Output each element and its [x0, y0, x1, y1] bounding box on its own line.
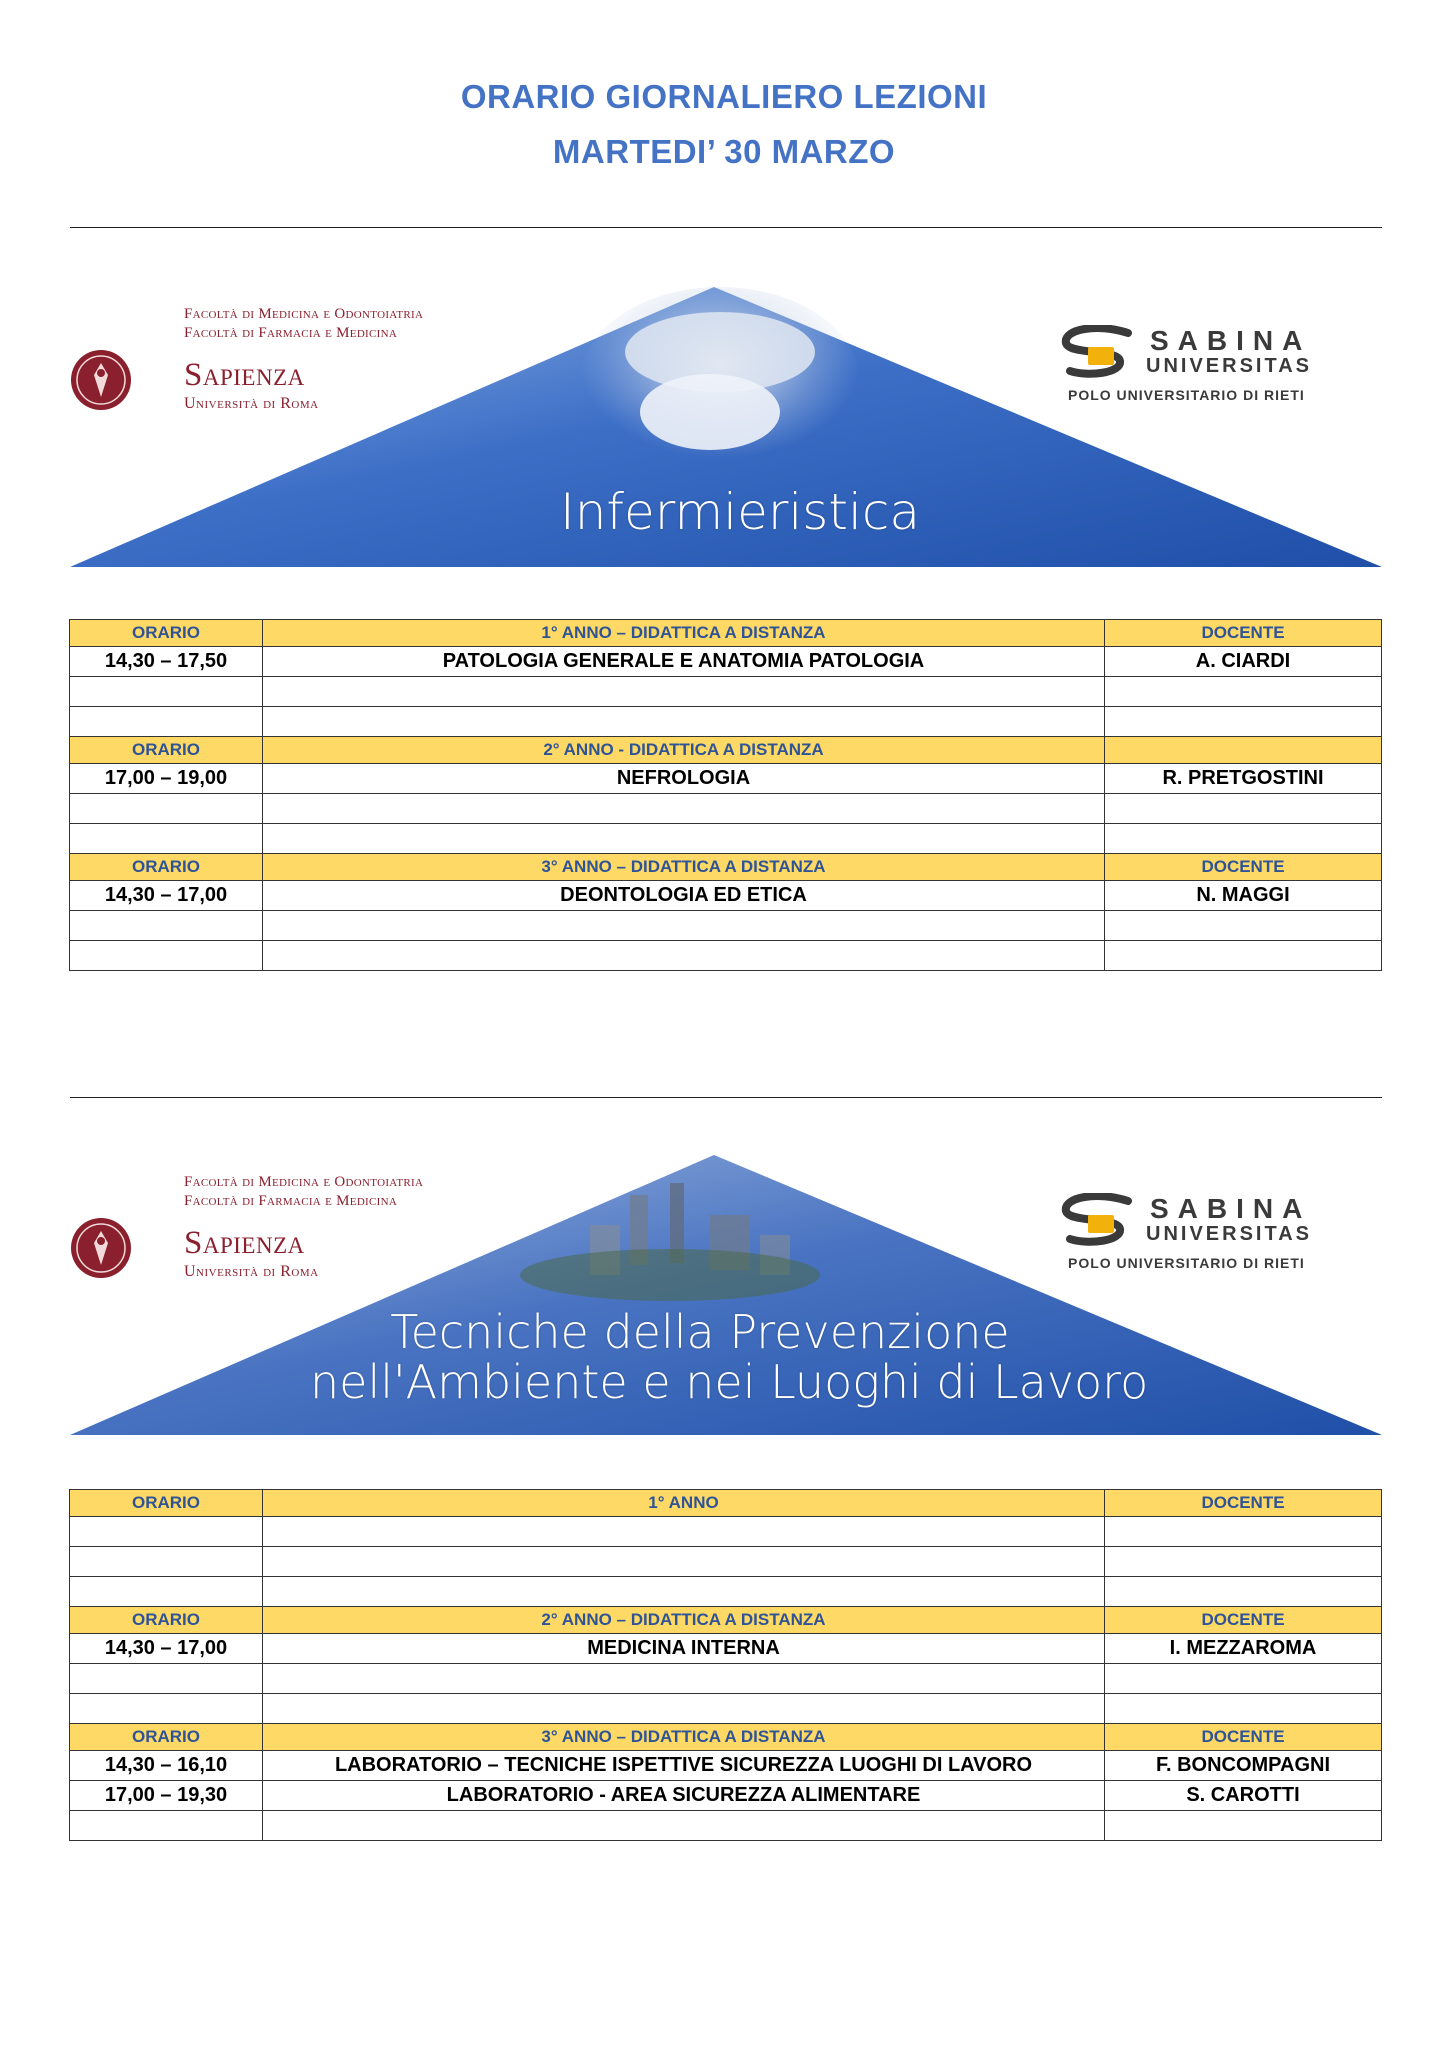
- faculty-line2-2: Facoltà di Farmacia e Medicina: [184, 1193, 398, 1209]
- subject-cell: LABORATORIO – TECNICHE ISPETTIVE SICUREZZA LUOGHI DI LAVORO: [263, 1751, 1105, 1781]
- subject-cell: [263, 677, 1105, 707]
- time-cell: [70, 1547, 263, 1577]
- faculty-line2: Facoltà di Farmacia e Medicina: [184, 325, 398, 341]
- teacher-cell: N. MAGGI: [1105, 881, 1382, 911]
- header-time-cell: ORARIO: [70, 854, 263, 881]
- subject-cell: [263, 1517, 1105, 1547]
- header-time-cell: ORARIO: [70, 620, 263, 647]
- table-header-row: [70, 1607, 1382, 1634]
- time-cell: [70, 677, 263, 707]
- time-cell: [70, 1577, 263, 1607]
- banner-infermieristica: [70, 287, 1382, 567]
- schedule-table-tecniche: [69, 1489, 1382, 1841]
- subject-cell: [263, 707, 1105, 737]
- sabina-polo: POLO UNIVERSITARIO DI RIETI: [1068, 387, 1305, 403]
- header-subject-cell: 3° ANNO – DIDATTICA A DISTANZA: [263, 1724, 1105, 1751]
- subject-cell: [263, 1811, 1105, 1841]
- page-title-line1: ORARIO GIORNALIERO LEZIONI: [460, 78, 988, 115]
- header-time-cell: ORARIO: [70, 1724, 263, 1751]
- table-row: [70, 1664, 1382, 1694]
- time-cell: [70, 824, 263, 854]
- sabina-polo-2: POLO UNIVERSITARIO DI RIETI: [1068, 1255, 1305, 1271]
- teacher-cell: I. MEZZAROMA: [1105, 1634, 1382, 1664]
- subject-cell: PATOLOGIA GENERALE E ANATOMIA PATOLOGIA: [263, 647, 1105, 677]
- time-cell: 14,30 – 17,00: [70, 881, 263, 911]
- table-row: [70, 1781, 1382, 1811]
- table-row: [70, 764, 1382, 794]
- teacher-cell: F. BONCOMPAGNI: [1105, 1751, 1382, 1781]
- table-row: [70, 1634, 1382, 1664]
- subject-cell: MEDICINA INTERNA: [263, 1634, 1105, 1664]
- subject-cell: NEFROLOGIA: [263, 764, 1105, 794]
- teacher-cell: R. PRETGOSTINI: [1105, 764, 1382, 794]
- table-header-row: [70, 1724, 1382, 1751]
- teacher-cell: [1105, 1577, 1382, 1607]
- subject-cell: [263, 1694, 1105, 1724]
- teacher-cell: [1105, 1664, 1382, 1694]
- subject-cell: [263, 911, 1105, 941]
- teacher-cell: [1105, 677, 1382, 707]
- header-teacher-cell: DOCENTE: [1105, 1724, 1382, 1751]
- table-row: [70, 707, 1382, 737]
- teacher-cell: [1105, 1547, 1382, 1577]
- teacher-cell: [1105, 1517, 1382, 1547]
- banner-tecniche-prevenzione: [70, 1155, 1382, 1435]
- sapienza-name: Sapienza: [184, 357, 305, 393]
- time-cell: [70, 911, 263, 941]
- subject-cell: [263, 1664, 1105, 1694]
- teacher-cell: [1105, 824, 1382, 854]
- header-subject-cell: 2° ANNO - DIDATTICA A DISTANZA: [263, 737, 1105, 764]
- time-cell: [70, 1517, 263, 1547]
- time-cell: 14,30 – 16,10: [70, 1751, 263, 1781]
- subject-cell: [263, 1547, 1105, 1577]
- table-row: [70, 677, 1382, 707]
- header-teacher-cell: [1105, 737, 1382, 764]
- table-header-row: [70, 1490, 1382, 1517]
- subject-cell: [263, 794, 1105, 824]
- header-teacher-cell: DOCENTE: [1105, 1490, 1382, 1517]
- divider-top: [70, 227, 1382, 228]
- teacher-cell: S. CAROTTI: [1105, 1781, 1382, 1811]
- page-title-line2: MARTEDI’ 30 MARZO: [552, 133, 896, 170]
- header-time-cell: ORARIO: [70, 1490, 263, 1517]
- sapienza-seal-icon-2: [70, 1217, 132, 1279]
- banner-title-tecniche-line1: Tecniche della Prevenzione: [390, 1305, 1010, 1359]
- sabina-universitas: UNIVERSITAS: [1146, 355, 1312, 377]
- table-row: [70, 647, 1382, 677]
- header-teacher-cell: DOCENTE: [1105, 854, 1382, 881]
- table-header-row: [70, 737, 1382, 764]
- sabina-logo: [1058, 325, 1358, 405]
- time-cell: [70, 1694, 263, 1724]
- table-row: [70, 1751, 1382, 1781]
- teacher-cell: [1105, 911, 1382, 941]
- header-subject-cell: 1° ANNO – DIDATTICA A DISTANZA: [263, 620, 1105, 647]
- table-row: [70, 794, 1382, 824]
- time-cell: [70, 941, 263, 971]
- table-header-row: [70, 854, 1382, 881]
- header-time-cell: ORARIO: [70, 1607, 263, 1634]
- table-row: [70, 881, 1382, 911]
- table-row: [70, 1517, 1382, 1547]
- banner-title-infermieristica: Infermieristica: [560, 483, 920, 541]
- header-time-cell: ORARIO: [70, 737, 263, 764]
- time-cell: 17,00 – 19,30: [70, 1781, 263, 1811]
- table-row: [70, 1547, 1382, 1577]
- divider-middle: [70, 1097, 1382, 1098]
- time-cell: 14,30 – 17,50: [70, 647, 263, 677]
- header-subject-cell: 1° ANNO: [263, 1490, 1105, 1517]
- sabina-s-icon-2: [1058, 1193, 1148, 1249]
- table-row: [70, 824, 1382, 854]
- table-header-row: [70, 620, 1382, 647]
- sabina-universitas-2: UNIVERSITAS: [1146, 1223, 1312, 1245]
- time-cell: [70, 707, 263, 737]
- faculty-line1-2: Facoltà di Medicina e Odontoiatria: [184, 1174, 424, 1190]
- header-subject-cell: 3° ANNO – DIDATTICA A DISTANZA: [263, 854, 1105, 881]
- teacher-cell: [1105, 1811, 1382, 1841]
- table-row: [70, 911, 1382, 941]
- sapienza-sub-2: Università di Roma: [184, 1263, 319, 1280]
- subject-cell: DEONTOLOGIA ED ETICA: [263, 881, 1105, 911]
- banner-title-tecniche-line2: nell'Ambiente e nei Luoghi di Lavoro: [310, 1355, 1149, 1409]
- teacher-cell: A. CIARDI: [1105, 647, 1382, 677]
- header-teacher-cell: DOCENTE: [1105, 620, 1382, 647]
- sabina-word-2: SABINA: [1150, 1193, 1312, 1224]
- time-cell: [70, 1811, 263, 1841]
- faculty-line1: Facoltà di Medicina e Odontoiatria: [184, 306, 424, 322]
- subject-cell: [263, 824, 1105, 854]
- time-cell: 17,00 – 19,00: [70, 764, 263, 794]
- table-row: [70, 941, 1382, 971]
- header-teacher-cell: DOCENTE: [1105, 1607, 1382, 1634]
- time-cell: 14,30 – 17,00: [70, 1634, 263, 1664]
- sabina-word: SABINA: [1150, 325, 1312, 356]
- header-subject-cell: 2° ANNO – DIDATTICA A DISTANZA: [263, 1607, 1105, 1634]
- teacher-cell: [1105, 941, 1382, 971]
- subject-cell: [263, 1577, 1105, 1607]
- sabina-s-icon: [1058, 325, 1148, 381]
- teacher-cell: [1105, 1694, 1382, 1724]
- table-row: [70, 1694, 1382, 1724]
- sapienza-sub: Università di Roma: [184, 395, 319, 412]
- time-cell: [70, 794, 263, 824]
- sapienza-name-2: Sapienza: [184, 1225, 305, 1261]
- table-row: [70, 1577, 1382, 1607]
- teacher-cell: [1105, 794, 1382, 824]
- schedule-table-infermieristica: [69, 619, 1382, 971]
- subject-cell: LABORATORIO - AREA SICUREZZA ALIMENTARE: [263, 1781, 1105, 1811]
- sapienza-seal-icon: [70, 349, 132, 411]
- subject-cell: [263, 941, 1105, 971]
- time-cell: [70, 1664, 263, 1694]
- table-row: [70, 1811, 1382, 1841]
- teacher-cell: [1105, 707, 1382, 737]
- sabina-logo-2: [1058, 1193, 1358, 1273]
